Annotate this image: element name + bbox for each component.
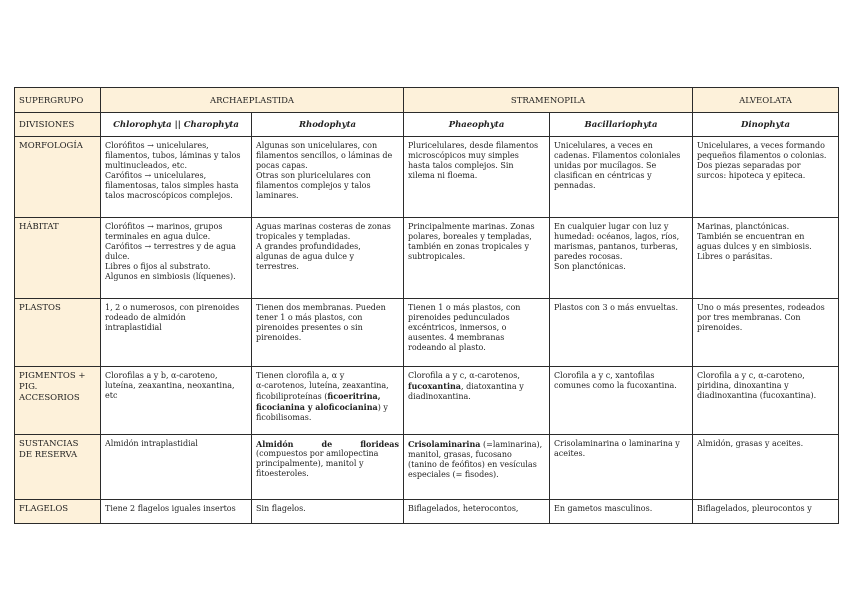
habitat-dinophyta: Marinas, planctónicas. También se encuentran en aguas dulces y en simbiosis. Libres o parásitas.	[693, 218, 839, 299]
flagelos-row	[15, 500, 839, 524]
pigmentos-label: PIGMENTOS + PIG. ACCESORIOS	[15, 367, 101, 435]
divisiones-row	[15, 113, 839, 137]
flagelos-chlorophyta: Tiene 2 flagelos iguales insertos	[101, 500, 252, 524]
plastos-row	[15, 299, 839, 367]
stramenopila-header: STRAMENOPILA	[404, 88, 693, 113]
flagelos-label: FLAGELOS	[15, 500, 101, 524]
sustancias-phaeophyta: Crisolaminarina (=laminarina), manitol, grasas, fucosano (tanino de feófitos) en vesículas especiales (= fisodes).	[404, 435, 550, 500]
archaeplastida-header: ARCHAEPLASTIDA	[101, 88, 404, 113]
flagelos-rhodophyta: Sin flagelos.	[252, 500, 404, 524]
morfologia-bacillariophyta: Unicelulares, a veces en cadenas. Filamentos coloniales unidas por mucílagos. Se clasifican en céntricas y pennadas.	[550, 137, 693, 218]
sustancias-label: SUSTANCIAS DE RESERVA	[15, 435, 101, 500]
habitat-bacillariophyta: En cualquier lugar con luz y humedad: océanos, lagos, ríos, marismas, pantanos, turberas, paredes rocosas. Son planctónicas.	[550, 218, 693, 299]
pigmentos-bacillariophyta: Clorofila a y c, xantofilas comunes como la fucoxantina.	[550, 367, 693, 435]
division-phaeophyta: Phaeophyta	[404, 113, 550, 137]
alveolata-header: ALVEOLATA	[693, 88, 839, 113]
pigmentos-row	[15, 367, 839, 435]
pigmentos-dinophyta: Clorofila a y c, α-caroteno, piridina, dinoxantina y diadinoxantina (fucoxantina).	[693, 367, 839, 435]
sustancias-dinophyta: Almidón, grasas y aceites.	[693, 435, 839, 500]
supergrupo-row	[15, 88, 839, 113]
flagelos-dinophyta: Biflagelados, pleurocontos y	[693, 500, 839, 524]
plastos-bacillariophyta: Plastos con 3 o más envueltas.	[550, 299, 693, 367]
sustancias-rhodophyta: Almidón de florideas (compuestos por amilopectina principalmente), manitol y fitoesteroles.	[252, 435, 404, 500]
sustancias-chlorophyta: Almidón intraplastidial	[101, 435, 252, 500]
habitat-rhodophyta: Aguas marinas costeras de zonas tropicales y templadas. A grandes profundidades, algunas de agua dulce y terrestres.	[252, 218, 404, 299]
algae-classification-table	[14, 87, 839, 524]
flagelos-bacillariophyta: En gametos masculinos.	[550, 500, 693, 524]
plastos-chlorophyta: 1, 2 o numerosos, con pirenoides rodeado de almidón intraplastidial	[101, 299, 252, 367]
division-bacillariophyta: Bacillariophyta	[550, 113, 693, 137]
morfologia-chlorophyta: Clorófitos → unicelulares, filamentos, tubos, láminas y talos multinucleados, etc. Carófitos → unicelulares, filamentosas, talos simples hasta talos macroscópicos complejos.	[101, 137, 252, 218]
plastos-label: PLASTOS	[15, 299, 101, 367]
plastos-rhodophyta: Tienen dos membranas. Pueden tener 1 o más plastos, con pirenoides presentes o sin pirenoides.	[252, 299, 404, 367]
habitat-chlorophyta: Clorófitos → marinos, grupos terminales en agua dulce. Carófitos → terrestres y de agua dulce. Libres o fijos al substrato. Algunos en simbiosis (líquenes).	[101, 218, 252, 299]
division-rhodophyta: Rhodophyta	[252, 113, 404, 137]
plastos-phaeophyta: Tienen 1 o más plastos, con pirenoides pedunculados excéntricos, inmersos, o ausentes. 4 membranas rodeando al plasto.	[404, 299, 550, 367]
sustancias-bacillariophyta: Crisolaminarina o laminarina y aceites.	[550, 435, 693, 500]
division-dinophyta: Dinophyta	[693, 113, 839, 137]
habitat-phaeophyta: Principalmente marinas. Zonas polares, boreales y templadas, también en zonas tropicales y subtropicales.	[404, 218, 550, 299]
division-chlorophyta: Chlorophyta || Charophyta	[101, 113, 252, 137]
plastos-dinophyta: Uno o más presentes, rodeados por tres membranas. Con pirenoides.	[693, 299, 839, 367]
supergrupo-label: SUPERGRUPO	[15, 88, 101, 113]
flagelos-phaeophyta: Biflagelados, heterocontos,	[404, 500, 550, 524]
habitat-row	[15, 218, 839, 299]
morfologia-label: MORFOLOGÍA	[15, 137, 101, 218]
pigmentos-phaeophyta: Clorofila a y c, α-carotenos, fucoxantina, diatoxantina y diadinoxantina.	[404, 367, 550, 435]
sustancias-row	[15, 435, 839, 500]
habitat-label: HÁBITAT	[15, 218, 101, 299]
morfologia-dinophyta: Unicelulares, a veces formando pequeños filamentos o colonias. Dos piezas separadas por surcos: hipoteca y epiteca.	[693, 137, 839, 218]
morfologia-rhodophyta: Algunas son unicelulares, con filamentos sencillos, o láminas de pocas capas. Otras son pluricelulares con filamentos complejos y talos laminares.	[252, 137, 404, 218]
pigmentos-chlorophyta: Clorofilas a y b, α-caroteno, luteína, zeaxantina, neoxantina, etc	[101, 367, 252, 435]
pigmentos-rhodophyta: Tienen clorofila a, α y α-carotenos, luteína, zeaxantina, ficobiliproteínas (ficoeritrina, ficocianina y aloficocianina) y ficobilisomas.	[252, 367, 404, 435]
divisiones-label: DIVISIONES	[15, 113, 101, 137]
morfologia-phaeophyta: Pluricelulares, desde filamentos microscópicos muy simples hasta talos complejos. Sin xilema ni floema.	[404, 137, 550, 218]
morfologia-row	[15, 137, 839, 218]
